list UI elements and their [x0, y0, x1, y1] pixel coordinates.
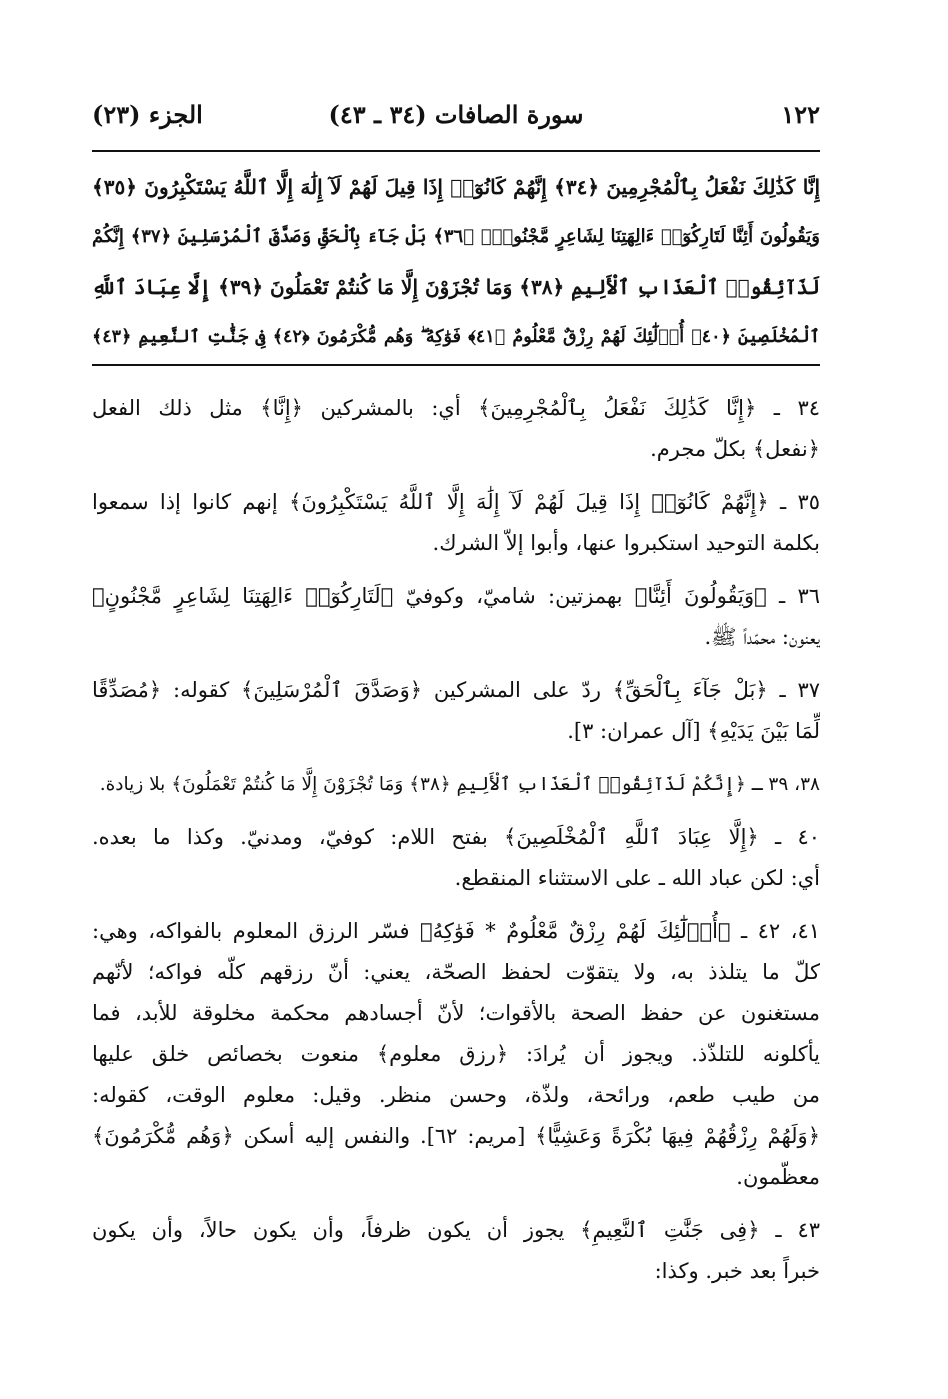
- commentary-paragraph: [92, 817, 820, 899]
- quran-text-block: [92, 162, 820, 362]
- commentary-line: أي: لكن عباد الله ـ على الاستثناء المنقطع.: [454, 866, 820, 890]
- commentary-line: لِّمَا بَيْنَ يَدَيْهِ﴾ [آل عمران: ٣].: [567, 719, 820, 743]
- commentary-line: ٤٠ ـ ﴿إِلَّا عِبَادَ ٱللَّهِ ٱلْمُخْلَصِينَ﴾ بفتح اللام: كوفيّ، ومدنيّ. وكذا ما بعده.: [92, 825, 820, 849]
- commentary-line: ٤٣ ـ ﴿فِى جَنَّٰتِ ٱلنَّعِيمِ﴾ يجوز أن يكون ظرفاً، وأن يكون حالاً، وأن يكون: [92, 1218, 820, 1242]
- commentary-line: ٣٦ ـ ﴿وَيَقُولُونَ أَئِنَّا﴾ بهمزتين: شاميّ، وكوفيّ ﴿لَتَارِكُوٓا۟ ءَالِهَتِنَا لِشَاعِرٍ مَّجْنُونٍ﴾: [92, 584, 820, 608]
- commentary-line: بكلمة التوحيد استكبروا عنها، وأبوا إلاّ الشرك.: [432, 531, 820, 555]
- commentary-paragraph: [92, 576, 820, 658]
- juz-label: الجزء (٢٣): [92, 100, 203, 129]
- commentary-line: ٣٨، ٣٩ ـ ﴿إِنَّكُمْ لَذَآئِقُوا۟ ٱلْعَذَابِ ٱلْأَلِيمِ ﴿٣٨﴾ وَمَا تُجْزَوْنَ إِلَّا مَا كُنتُمْ تَعْمَلُونَ﴾ بلا زيادة.: [99, 774, 820, 795]
- commentary-line: ﴿وَلَهُمْ رِزْقُهُمْ فِيهَا بُكْرَةً وَعَشِيًّا﴾ [مريم: ٦٢]. والنفس إليه أسكن ﴿وَهُم مُّكْرَمُونَ﴾: [92, 1124, 820, 1148]
- commentary-line: مستغنون عن حفظ الصحة بالأقوات؛ لأنّ أجسادهم محكمة مخلوقة للأبد، فما: [92, 1001, 820, 1025]
- commentary-line: ٣٧ ـ ﴿بَلْ جَآءَ بِٱلْحَقِّ﴾ ردّ على المشركين ﴿وَصَدَّقَ ٱلْمُرْسَلِينَ﴾ كقوله: ﴿مُصَدِّقًا: [92, 678, 820, 702]
- commentary-line: معظّمون.: [736, 1165, 820, 1189]
- header-divider: [92, 150, 820, 152]
- commentary-line: ﴿نفعل﴾ بكلّ مجرم.: [650, 437, 820, 461]
- commentary-paragraph: [92, 670, 820, 752]
- commentary-block: [92, 388, 820, 1304]
- commentary-line: خبراً بعد خبر. وكذا:: [654, 1259, 820, 1283]
- commentary-paragraph: [92, 1210, 820, 1292]
- commentary-line: ٣٥ ـ ﴿إِنَّهُمْ كَانُوٓا۟ إِذَا قِيلَ لَهُمْ لَآ إِلَٰهَ إِلَّا ٱللَّهُ يَسْتَكْبِرُونَ﴾ إنهم كانوا إذا سمعوا: [92, 490, 820, 514]
- commentary-line: يعنون: محمّداً ﷺ.: [704, 625, 820, 649]
- commentary-line: ٤١، ٤٢ ـ ﴿أُو۟لَٰٓئِكَ لَهُمْ رِزْقٌ مَّعْلُومٌ * فَوَٰكِهُ﴾ فسّر الرزق المعلوم بالفواكه، وهي:: [92, 919, 820, 943]
- commentary-line: من طيب طعم، ورائحة، ولذّة، وحسن منظر. وقيل: معلوم الوقت، كقوله:: [92, 1083, 820, 1107]
- surah-title: سورة الصافات (٣٤ ـ ٤٣): [328, 100, 584, 129]
- quran-line: وَيَقُولُونَ أَئِنَّا لَتَارِكُوٓا۟ ءَالِهَتِنَا لِشَاعِرٍ مَّجْنُونٍۭ ﴿٣٦﴾ بَلْ جَآءَ بِٱلْحَقِّ وَصَدَّقَ ٱلْمُرْسَلِينَ ﴿٣٧﴾ إِنَّكُمْ: [92, 226, 820, 247]
- quran-line: إِنَّا كَذَٰلِكَ نَفْعَلُ بِٱلْمُجْرِمِينَ ﴿٣٤﴾ إِنَّهُمْ كَانُوٓا۟ إِذَا قِيلَ لَهُمْ لَآ إِلَٰهَ إِلَّا ٱللَّهُ يَسْتَكْبِرُونَ ﴿٣٥﴾: [92, 175, 820, 199]
- page-number: ١٢٢: [781, 100, 820, 129]
- quran-line: لَذَآئِقُوا۟ ٱلْعَذَابِ ٱلْأَلِيمِ ﴿٣٨﴾ وَمَا تُجْزَوْنَ إِلَّا مَا كُنتُمْ تَعْمَلُونَ ﴿٣٩﴾ إِلَّا عِبَادَ ٱللَّهِ: [92, 275, 820, 299]
- page-header: [92, 100, 820, 146]
- commentary-line: ٣٤ ـ ﴿إِنَّا كَذَٰلِكَ نَفْعَلُ بِٱلْمُجْرِمِينَ﴾ أي: بالمشركين ﴿إِنَّا﴾ مثل ذلك الفعل: [92, 396, 820, 420]
- commentary-paragraph: [92, 911, 820, 1198]
- commentary-line: يأكلونه للتلذّذ. ويجوز أن يُرادَ: ﴿رزق معلوم﴾ منعوت بخصائص خلق عليها: [92, 1042, 820, 1066]
- commentary-paragraph: [92, 482, 820, 564]
- quran-divider: [92, 364, 820, 366]
- commentary-paragraph: [92, 388, 820, 470]
- commentary-paragraph: [92, 764, 820, 805]
- commentary-line: كلّ ما يتلذذ به، ولا يتقوّت لحفظ الصحّة، يعني: أنّ رزقهم كلّه فواكه؛ لأنّهم: [92, 960, 820, 984]
- quran-line: ٱلْمُخْلَصِينَ ﴿٤٠﴾ أُو۟لَٰٓئِكَ لَهُمْ رِزْقٌ مَّعْلُومٌ ﴿٤١﴾ فَوَٰكِهُ ۖ وَهُم مُّكْرَمُونَ ﴿٤٢﴾ فِى جَنَّٰتِ ٱلنَّعِيمِ ﴿٤٣﴾: [92, 327, 820, 347]
